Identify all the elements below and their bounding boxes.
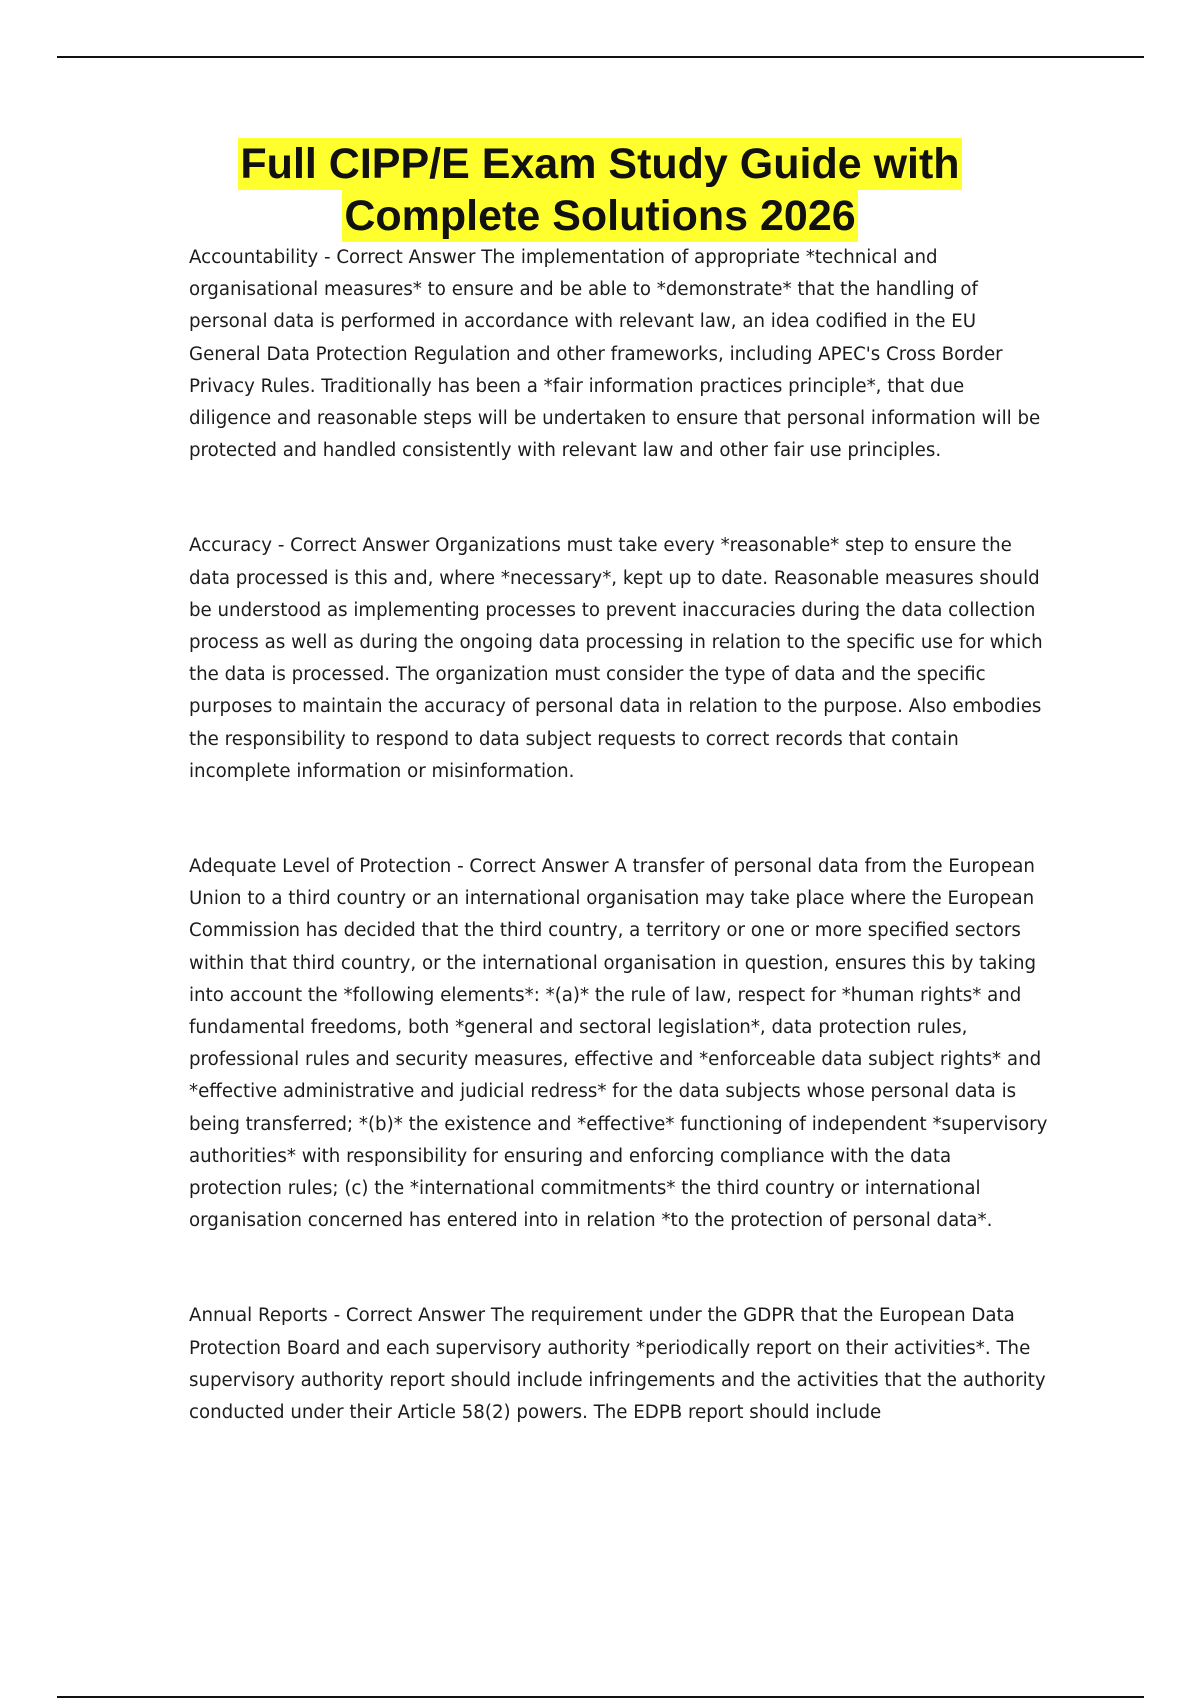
entry-definition: A transfer of personal data from the European Union to a third country or an international organisation may take place where the European Commission has decided that the third country, a territory or one or more specified sectors within that third country, or the international organisation in question, ensures this by taking into account the *following elements*: *(a)* the rule of law, respect for *human rights* and fundamental freedoms, both *general and sectoral legislation*, data protection rules, professional rules and security measures, effective and *enforceable data subject rights* and *effective administrative and judicial redress* for the data subjects whose personal data is being transferred; *(b)* the existence and *effective* functioning of independent *supervisory authorities* with responsibility for ensuring and enforcing compliance with the data protection rules; (c) the *international commitments* the third country or international organisation concerned has entered into in relation *to the protection of personal data*. (189, 856, 1048, 1232)
entry-annual-reports (189, 1300, 1049, 1429)
entry-definition: The implementation of appropriate *technical and organisational measures* to ensure and be able to *demonstrate* that the handling of personal data is performed in accordance with relevant law, an idea codified in the EU General Data Protection Regulation and other frameworks, including APEC's Cross Border Privacy Rules. Traditionally has been a *fair information practices principle*, that due diligence and reasonable steps will be undertaken to ensure that personal information will be protected and handled consistently with relevant law and other fair use principles. (189, 247, 1041, 462)
entry-adequate-level-of-protection (189, 851, 1049, 1237)
entry-accuracy (189, 530, 1049, 788)
entry-term: Adequate Level of Protection (189, 856, 452, 878)
top-rule (57, 56, 1144, 58)
entry-term: Accuracy (189, 535, 273, 557)
entry-separator: - Correct Answer (327, 1305, 491, 1327)
document-title (0, 138, 1200, 242)
entry-definition: The requirement under the GDPR that the European Data Protection Board and each supervisory authority *periodically report on their activities*. The supervisory authority report should include infringements and the activities that the authority conducted under their Article 58(2) powers. The EDPB report should include (189, 1305, 1046, 1424)
entry-term: Accountability (189, 247, 319, 268)
bottom-rule (57, 1696, 1144, 1698)
entry-separator: - Correct Answer (451, 856, 615, 878)
entry-separator: - Correct Answer (272, 535, 436, 557)
title-line-1: Full CIPP/E Exam Study Guide with (240, 140, 960, 188)
entry-accountability (189, 242, 1049, 467)
entry-definition: Organizations must take every *reasonable* step to ensure the data processed is this and, where *necessary*, kept up to date. Reasonable measures should be understood as implementing processes to prevent inaccuracies during the data collection process as well as during the ongoing data processing in relation to the specific use for which the data is processed. The organization must consider the type of data and the specific purposes to maintain the accuracy of personal data in relation to the purpose. Also embodies the responsibility to respond to data subject requests to correct records that contain incomplete information or misinformation. (189, 535, 1043, 782)
entry-separator: - Correct Answer (318, 247, 482, 268)
entry-term: Annual Reports (189, 1305, 328, 1327)
study-guide-content (189, 242, 1049, 1492)
title-line-2: Complete Solutions 2026 (344, 192, 856, 240)
